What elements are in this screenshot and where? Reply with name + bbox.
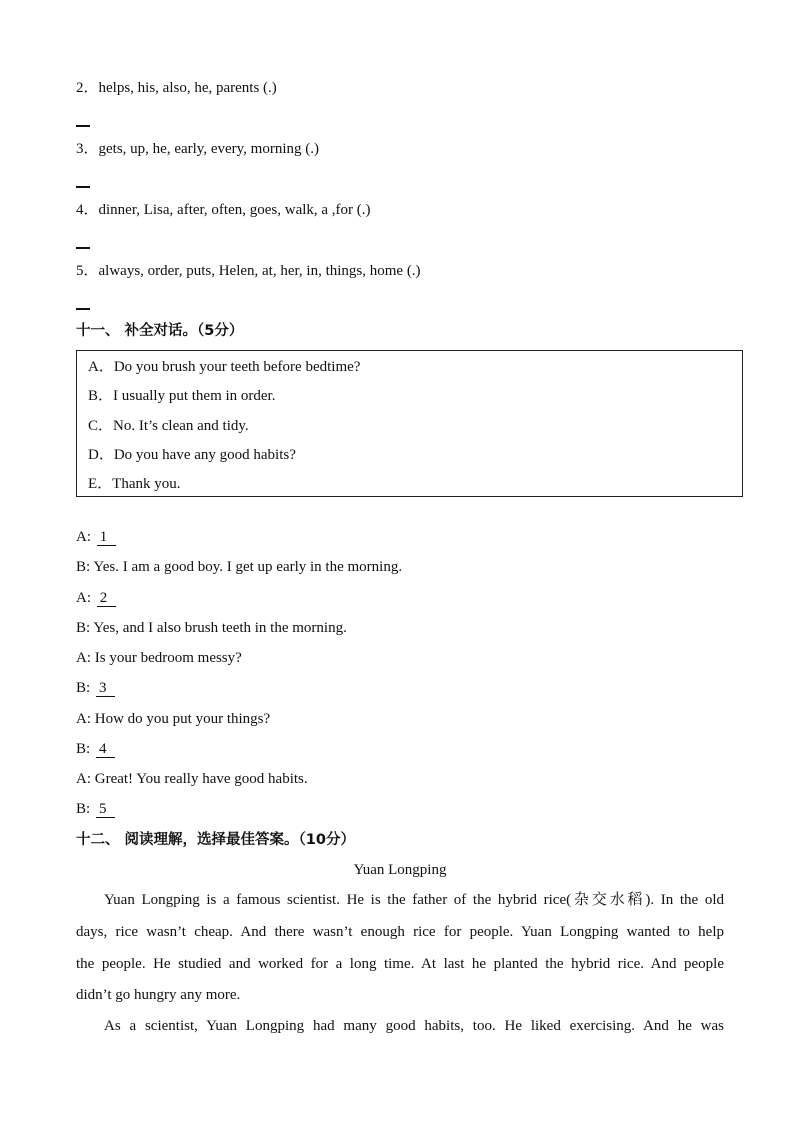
speaker: A: [76,771,91,787]
option-c: C．No. It’s clean and tidy. [88,418,249,434]
answer-blank[interactable]: 5 [96,801,115,818]
scramble-item-2: 2．helps, his, also, he, parents (.) [76,80,277,96]
answer-line [76,125,90,127]
scramble-item-5: 5．always, order, puts, Helen, at, her, in, things, home (.) [76,263,421,279]
dialogue-line [76,678,115,698]
speaker: B: [76,680,91,696]
dialogue-text: How do you put your things? [94,711,271,727]
speaker: A: [76,529,91,545]
answer-blank[interactable]: 1 [97,529,116,546]
passage-line: didn’t go hungry any more. [76,987,241,1003]
dialogue-line [76,618,347,638]
speaker: A: [76,590,91,606]
option-a: A．Do you brush your teeth before bedtime? [88,359,361,375]
dialogue-text: Yes. I am a good boy. I get up early in the morning. [93,559,403,575]
speaker: B: [76,620,91,636]
option-e: E．Thank you. [88,476,181,492]
passage-line: Yuan Longping is a famous scientist. He is the father of the hybrid rice(杂交水稻). In the old [104,892,724,908]
speaker: B: [76,559,91,575]
section-11-heading: 十一、 补全对话。（5分） [76,323,244,339]
dialogue-text: Is your bedroom messy? [94,650,242,666]
scramble-item-3: 3．gets, up, he, early, every, morning (.) [76,141,319,157]
dialogue-line [76,588,116,608]
answer-blank[interactable]: 2 [97,590,116,607]
passage-line: the people. He studied and worked for a long time. At last he planted the hybrid rice. And people [76,956,724,972]
answer-blank[interactable]: 4 [96,741,115,758]
dialogue-text: Great! You really have good habits. [94,771,308,787]
scramble-item-4: 4．dinner, Lisa, after, often, goes, walk, a ,for (.) [76,202,371,218]
speaker: A: [76,650,91,666]
option-b: B．I usually put them in order. [88,388,276,404]
dialogue-line [76,769,308,789]
section-12-heading: 十二、 阅读理解，选择最佳答案。（10分） [76,832,355,848]
speaker: A: [76,711,91,727]
dialogue-line [76,799,115,819]
dialogue-line [76,648,242,668]
dialogue-line [76,709,270,729]
option-d: D．Do you have any good habits? [88,447,296,463]
dialogue-line [76,739,115,759]
dialogue-line [76,557,402,577]
answer-line [76,186,90,188]
passage-line: As a scientist, Yuan Longping had many good habits, too. He liked exercising. And he was [104,1018,724,1034]
passage-line: days, rice wasn’t cheap. And there wasn’t enough rice for people. Yuan Longping wanted to help [76,924,724,940]
dialogue-text: Yes, and I also brush teeth in the morning. [93,620,347,636]
dialogue-line [76,527,116,547]
speaker: B: [76,801,91,817]
options-box [76,350,743,497]
answer-line [76,308,90,310]
passage-title: Yuan Longping [353,862,447,878]
answer-line [76,247,90,249]
speaker: B: [76,741,91,757]
answer-blank[interactable]: 3 [96,680,115,697]
